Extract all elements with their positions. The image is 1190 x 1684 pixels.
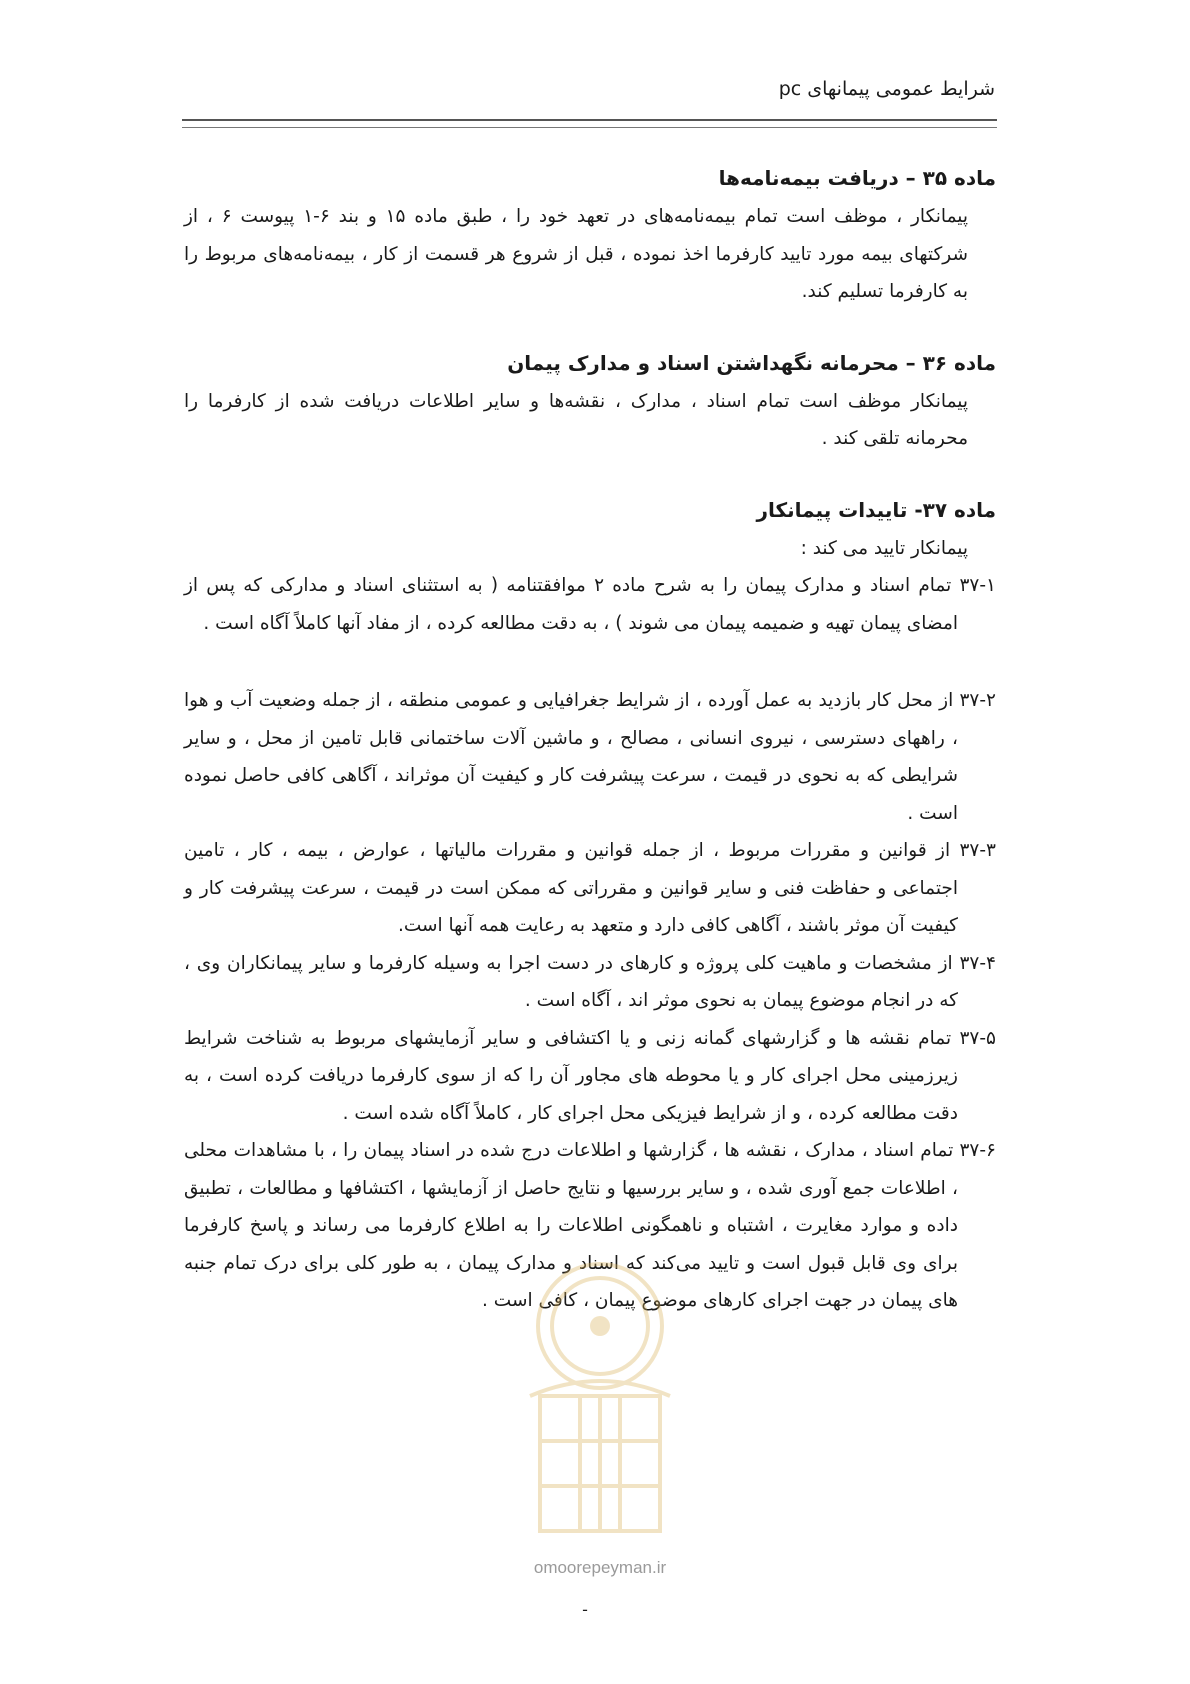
- article-intro: پیمانکار تایید می کند :: [800, 537, 968, 559]
- clause-number: ۳۷-۱: [959, 575, 996, 596]
- running-header: شرایط عمومی پیمانهای pc: [778, 78, 995, 100]
- clause-37-4: [184, 945, 996, 1020]
- clause-text: تمام نقشه ها و گزارشهای گمانه زنی و یا اکتشافی و سایر آزمایشهای مربوط به شناخت شرایط زیرزمینی محل اجرای کار و یا محوطه های مجاور آن را که از سوی کارفرما دریافت کرده است ، به دقت مطالعه کرده ، و از شرایط فیزیکی محل اجرای کار ، کاملاً آگاه شده است .: [184, 1027, 958, 1124]
- article-text: پیمانکار موظف است تمام اسناد ، مدارک ، نقشه‌ها و سایر اطلاعات دریافت شده از کارفرما را محرمانه تلقی کند .: [184, 390, 968, 449]
- article-title: ماده ۳۵ – دریافت بیمه‌نامه‌ها: [718, 166, 996, 190]
- clause-number: ۳۷-۲: [959, 690, 996, 711]
- article-37: [184, 492, 996, 1320]
- article-text: پیمانکار ، موظف است تمام بیمه‌نامه‌های در تعهد خود را ، طبق ماده ۱۵ و بند ۶-۱ پیوست ۶ ، از شرکتهای بیمه مورد تایید کارفرما اخذ نموده ، قبل از شروع هر قسمت از کار ، بیمه‌نامه‌های مربوط را به کارفرما تسلیم کند.: [184, 206, 968, 302]
- clause-text: تمام اسناد و مدارک پیمان را به شرح ماده ۲ موافقتنامه ( به استثنای اسناد و مدارکی که پس از امضای پیمان تهیه و ضمیمه پیمان می شوند ) ، به دقت مطالعه کرده ، از مفاد آنها کاملاً آگاه است .: [184, 575, 958, 634]
- clause-text: از مشخصات و ماهیت کلی پروژه و کارهای در دست اجرا به وسیله کارفرما و سایر پیمانکاران وی ، که در انجام موضوع پیمان به نحوی موثر اند ، آگاه است .: [184, 952, 958, 1011]
- clause-text: تمام اسناد ، مدارک ، نقشه ها ، گزارشها و اطلاعات درج شده در اسناد پیمان را ، با مشاهدات محلی ، اطلاعات جمع آوری شده ، و سایر بررسیها و نتایج حاصل از آزمایشها ، اکتشافها و مطالعات ، تطبیق داده و موارد مغایرت ، اشتباه و ناهمگونی اطلاعات را به اطلاع کارفرما می رساند و پاسخ کارفرما برای وی قابل قبول است و تایید می‌کند که اسناد و مدارک پیمان ، به طور کلی برای درک تمام جنبه های پیمان در جهت اجرای کارهای موضوع پیمان ، کافی است .: [184, 1140, 958, 1311]
- article-title: ماده ۳۷- تاییدات پیمانکار: [756, 497, 996, 522]
- clause-37-1: [184, 567, 996, 642]
- clause-number: ۳۷-۶: [959, 1140, 996, 1161]
- clause-number: ۳۷-۳: [959, 840, 996, 861]
- article-title: ماده ۳۶ – محرمانه نگهداشتن اسناد و مدارک پیمان: [507, 350, 996, 375]
- document-body: [184, 160, 996, 1320]
- page-marker: -: [582, 1600, 588, 1619]
- clause-number: ۳۷-۴: [959, 952, 996, 974]
- header-divider: [182, 119, 997, 128]
- watermark-text: omoorepeyman.ir: [533, 1558, 667, 1577]
- clause-37-3: [184, 832, 996, 945]
- clause-text: از محل کار بازدید به عمل آورده ، از شرایط جغرافیایی و عمومی منطقه ، از جمله وضعیت آب و هوا ، راههای دسترسی ، نیروی انسانی ، مصالح ، و ماشین آلات ساختمانی قابل تامین از محل ، و سایر شرایطی که به نحوی در قیمت ، سرعت پیشرفت کار و کیفیت آن موثراند ، آگاهی کافی حاصل نموده است .: [184, 690, 958, 824]
- clause-37-2: [184, 682, 996, 832]
- article-35: [184, 160, 996, 311]
- clause-37-6: [184, 1132, 996, 1320]
- clause-37-5: [184, 1020, 996, 1133]
- clause-number: ۳۷-۵: [959, 1027, 996, 1049]
- clause-text: از قوانین و مقررات مربوط ، از جمله قوانین و مقررات مالیاتها ، عوارض ، بیمه ، کار ، تامین اجتماعی و حفاظت فنی و سایر قوانین و مقرراتی که ممکن است در قیمت ، سرعت پیشرفت کار و کیفیت آن موثر باشند ، آگاهی کافی دارد و متعهد به رعایت همه آنها است.: [184, 840, 958, 936]
- article-36: [184, 345, 996, 458]
